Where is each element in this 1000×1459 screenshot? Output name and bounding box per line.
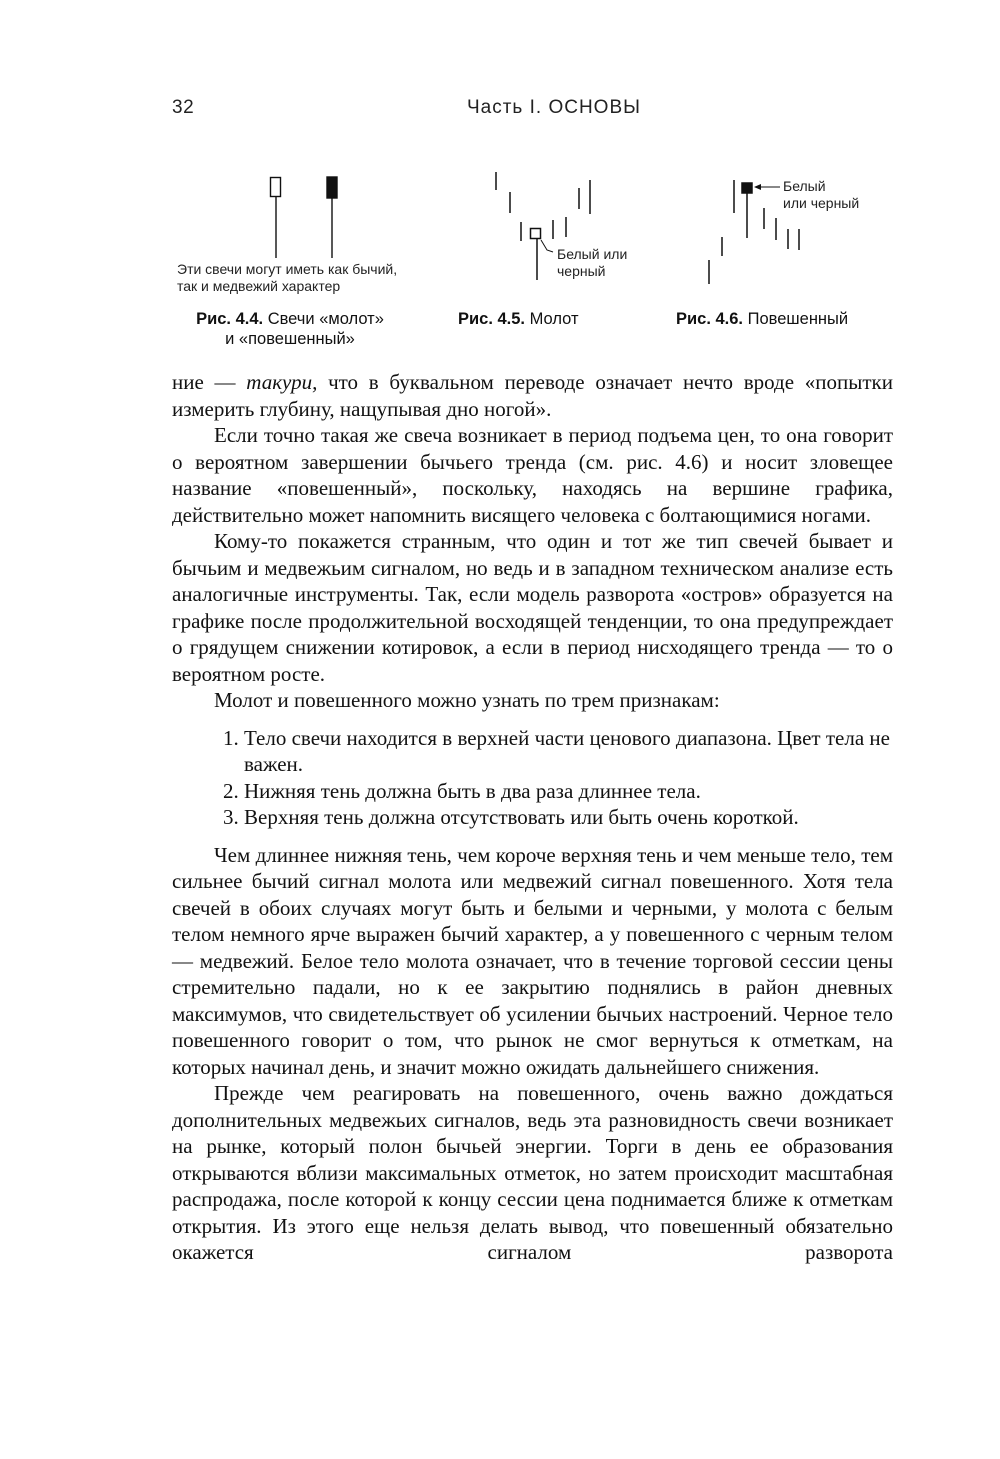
fig45-pointer <box>541 240 553 252</box>
fig44-white-candle-body <box>271 178 281 197</box>
paragraph: Чем длиннее нижняя тень, чем короче верхняя тень и чем меньше тело, тем сильнее бычий сигнал молота или медвежий сигнал повешенного. Хотя тела свечей в обоих случаях могут быть и белыми и черными, у молота с белым телом немного ярче выражен бычий характер, а у повешенного с черным телом — медвежий. Белое тело молота означает, что в течение торговой сессии цены стремительно падали, но к ее закрытию поднялись в район дневных максимумов, что свидетельствует об усилении бычьих настроений. Черное тело повешенного говорит о том, что рынок не смог вернуться к отметкам, на которых начинал день, и значит можно ожидать дальнейшего снижения. <box>172 842 893 1079</box>
fig46-arrowhead <box>754 184 761 190</box>
list-item: 1. Тело свечи находится в верхней части ценового диапазона. Цвет тела не важен. <box>244 725 893 778</box>
fig44-candles <box>271 177 338 258</box>
fig45-hammer-body <box>531 229 541 239</box>
running-header: Часть I. ОСНОВЫ <box>467 97 641 118</box>
body-text <box>172 369 893 1266</box>
fig44-note: Эти свечи могут иметь как бычий, так и медвежий характер <box>177 261 398 294</box>
fig44-caption: Рис. 4.4. Свечи «молот» и «повешенный» <box>196 310 384 348</box>
criteria-list <box>172 725 893 831</box>
fig44-black-candle-body <box>327 177 337 198</box>
paragraph: ние — такури, что в буквальном переводе означает нечто вроде «попытки измерить глубину, нащупывая дно ногой». <box>172 370 893 421</box>
fig45-caption-label: Рис. 4.5. <box>458 310 526 328</box>
paragraph: Кому-то покажется странным, что один и тот же тип свечей бывает и бычьим и медвежьим сигналом, но ведь и в западном техническом анализе есть аналогичные инструменты. Так, если модель разворота «остров» образуется на графике после продолжительной восходящей тенденции, то она предупреждает о грядущем снижении котировок, а если в период нисходящего тренда — то о вероятном росте. <box>172 529 893 686</box>
list-item: 3. Верхняя тень должна отсутствовать или быть очень короткой. <box>244 804 893 831</box>
fig46-caption-label: Рис. 4.6. <box>676 310 744 328</box>
page-number: 32 <box>172 97 195 118</box>
paragraph: Прежде чем реагировать на повешенного, очень важно дождаться дополнительных медвежьих сигналов, ведь эта разновидность свечи возникает на рынке, который полон бычьей энергии. Торги в день ее образования открываются вблизи максимальных отметок, но затем происходит масштабная распродажа, после которой к концу сессии цена поднимается ближе к отметкам открытия. Из этого еще нельзя делать вывод, что повешенный обязательно окажется сигналом разворота <box>172 1081 893 1264</box>
fig46-hanging-man-body <box>742 183 752 193</box>
fig44-caption-label: Рис. 4.4. <box>196 310 264 328</box>
fig45-caption: Рис. 4.5. Молот <box>458 310 579 328</box>
paragraph: Молот и повешенного можно узнать по трем признакам: <box>214 688 720 712</box>
fig46-note: Белый или черный <box>783 178 860 211</box>
list-item: 2. Нижняя тень должна быть в два раза длиннее тела. <box>244 778 893 805</box>
fig45-note: Белый или черный <box>557 246 628 279</box>
fig46-caption: Рис. 4.6. Повешенный <box>676 310 849 328</box>
paragraph: Если точно такая же свеча возникает в период подъема цен, то она говорит о вероятном завершении бычьего тренда (см. рис. 4.6) и носит зловещее название «повешенный», поскольку, находясь на вершине графика, действительно может напомнить висящего человека с болтающимися ногами. <box>172 423 893 527</box>
